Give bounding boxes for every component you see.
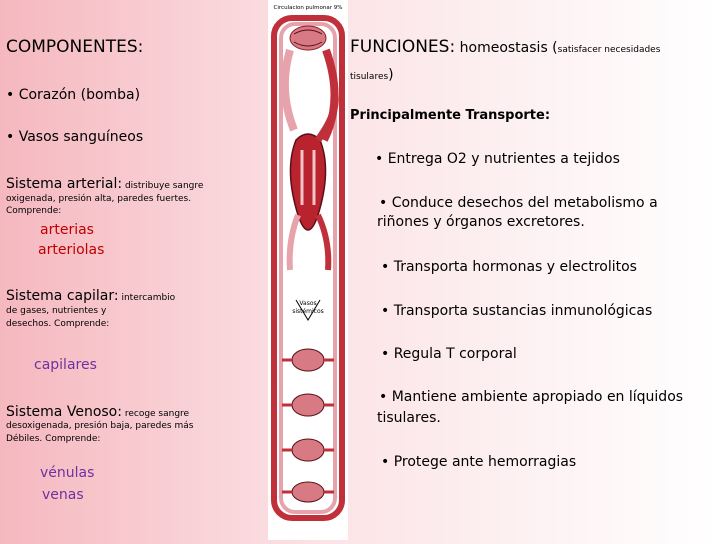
aorta bbox=[318, 90, 335, 140]
function-bullet-5: • Regula T corporal bbox=[381, 346, 517, 362]
capillary-bed-2 bbox=[292, 394, 324, 416]
venous-system-heading bbox=[6, 401, 189, 420]
functions-title-rest: homeostasis ( bbox=[455, 40, 558, 56]
capillary-system-heading bbox=[6, 285, 175, 304]
vasos-label-1: Vasos bbox=[299, 300, 317, 307]
arterial-desc1: distribuye sangre bbox=[122, 181, 204, 191]
function-bullet-4: • Transporta sustancias inmunológicas bbox=[381, 303, 653, 319]
function-bullet-2-cont: riñones y órganos excretores. bbox=[377, 214, 585, 230]
functions-heading-line2 bbox=[350, 64, 394, 83]
functions-heading bbox=[350, 37, 660, 57]
principal-transport: Principalmente Transporte: bbox=[350, 108, 551, 123]
venoso-desc1: recoge sangre bbox=[121, 409, 190, 419]
circulation-diagram bbox=[268, 0, 348, 540]
function-bullet-1: • Entrega O2 y nutrientes a tejidos bbox=[375, 151, 620, 167]
components-title: COMPONENTES: bbox=[6, 37, 144, 57]
vasos-label-2: sistémicos bbox=[292, 308, 324, 315]
functions-title-close: ) bbox=[388, 67, 394, 83]
pulmonary-label: Circulacion pulmonar 9% bbox=[273, 5, 343, 11]
capillary-bed-3 bbox=[292, 439, 324, 461]
function-bullet-7: • Protege ante hemorragias bbox=[381, 454, 577, 470]
function-bullet-6: • Mantiene ambiente apropiado en líquidos bbox=[379, 389, 684, 405]
arterial-desc2: oxigenada, presión alta, paredes fuertes. bbox=[6, 194, 192, 204]
arteriolas-item: arteriolas bbox=[38, 242, 105, 258]
arterial-system-heading bbox=[6, 173, 203, 192]
functions-title: FUNCIONES: bbox=[350, 37, 456, 57]
venoso-desc3: Débiles. Comprende: bbox=[6, 434, 101, 444]
arterial-desc3: Comprende: bbox=[6, 206, 62, 216]
circulation-svg bbox=[268, 0, 348, 540]
function-bullet-2: • Conduce desechos del metabolismo a bbox=[379, 195, 658, 211]
capilar-desc2: de gases, nutrientes y bbox=[6, 306, 107, 316]
venas-item: venas bbox=[42, 487, 84, 503]
venulas-item: vénulas bbox=[40, 465, 95, 481]
capilares-item: capilares bbox=[34, 357, 97, 373]
capilar-desc3: desechos. Comprende: bbox=[6, 319, 110, 329]
function-bullet-6-cont: tisulares. bbox=[377, 410, 441, 426]
capilar-label: Sistema capilar: bbox=[6, 288, 119, 304]
arterias-item: arterias bbox=[40, 222, 94, 238]
capillary-bed-4 bbox=[292, 482, 324, 502]
heart-item: • Corazón (bomba) bbox=[6, 87, 141, 103]
vessels-item: • Vasos sanguíneos bbox=[6, 129, 144, 145]
venoso-label: Sistema Venoso: bbox=[6, 404, 122, 420]
functions-title-line2: tisulares bbox=[350, 72, 389, 82]
arterial-label: Sistema arterial: bbox=[6, 176, 123, 192]
function-bullet-3: • Transporta hormonas y electrolitos bbox=[381, 259, 637, 275]
pulmonary-artery bbox=[285, 50, 294, 130]
venoso-desc2: desoxigenada, presión baja, paredes más bbox=[6, 421, 194, 431]
capilar-desc1: intercambio bbox=[118, 293, 176, 303]
functions-title-small: satisfacer necesidades bbox=[557, 45, 661, 55]
capillary-bed-1 bbox=[292, 349, 324, 371]
